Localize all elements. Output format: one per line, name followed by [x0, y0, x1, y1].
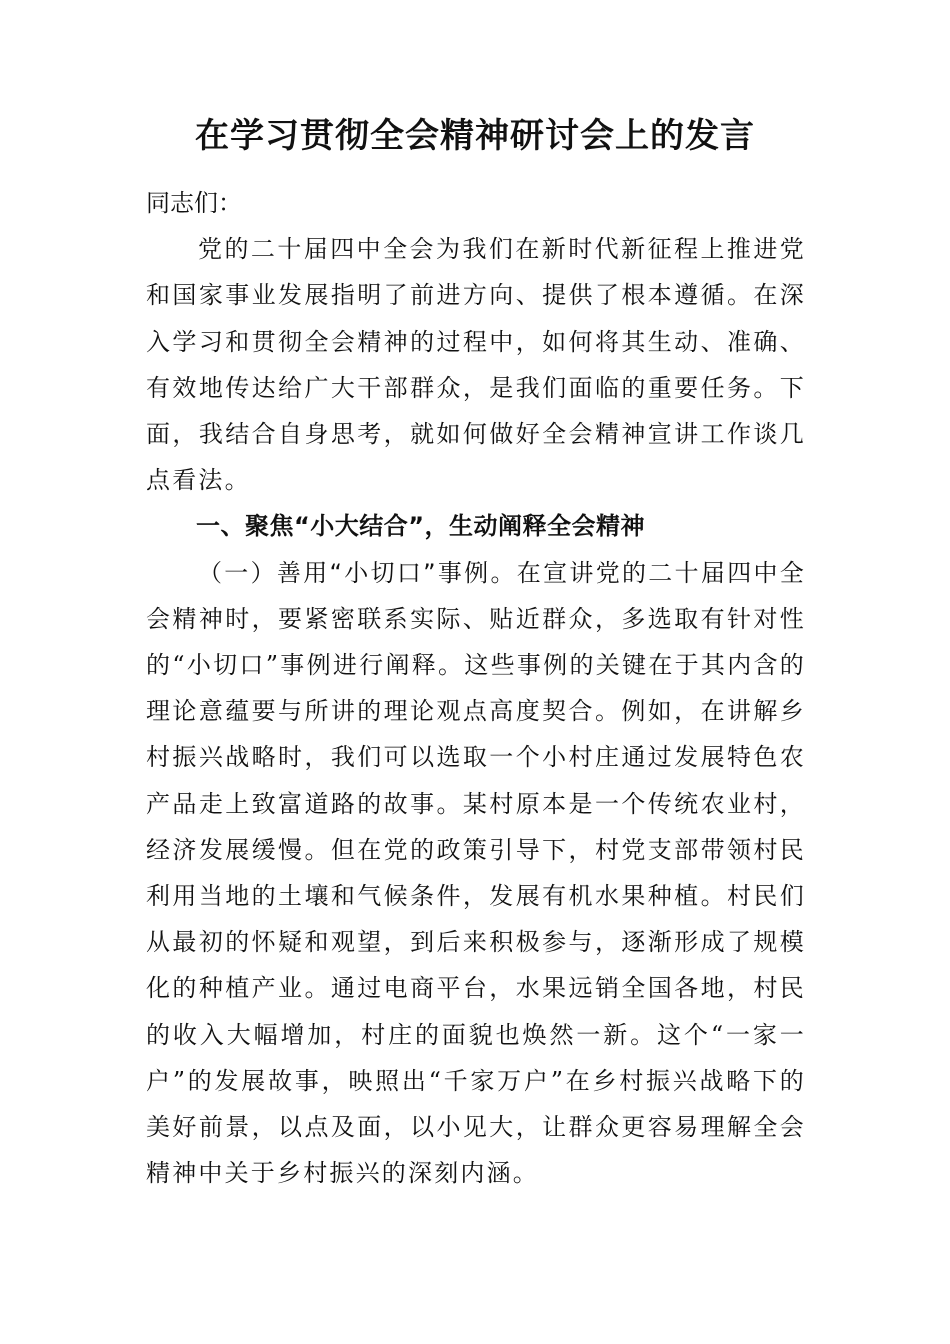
document-body: [146, 180, 806, 1196]
salutation: 同志们：: [146, 189, 242, 217]
document-title: 在学习贯彻全会精神研讨会上的发言: [195, 116, 755, 156]
intro-paragraph: 党的二十届四中全会为我们在新时代新征程上推进党和国家事业发展指明了前进方向、提供了根本遵循。在深入学习和贯彻全会精神的过程中，如何将其生动、准确、有效地传达给广大干部群众，是我们面临的重要任务。下面，我结合自身思考，就如何做好全会精神宣讲工作谈几点看法。: [146, 235, 806, 495]
subsection-body-1: 在宣讲党的二十届四中全会精神时，要紧密联系实际、贴近群众，多选取有针对性的“小切口”事例进行阐释。这些事例的关键在于其内含的理论意蕴要与所讲的理论观点高度契合。例如，在讲解乡村振兴战略时，我们可以选取一个小村庄通过发展特色农产品走上致富道路的故事。某村原本是一个传统农业村，经济发展缓慢。但在党的政策引导下，村党支部带领村民利用当地的土壤和气候条件，发展有机水果种植。村民们从最初的怀疑和观望，到后来积极参与，逐渐形成了规模化的种植产业。通过电商平台，水果远销全国各地，村民的收入大幅增加，村庄的面貌也焕然一新。这个“一家一户”的发展故事，映照出“千家万户”在乡村振兴战略下的美好前景，以点及面，以小见大，让群众更容易理解全会精神中关于乡村振兴的深刻内涵。: [146, 558, 807, 1188]
subsection-title-1: （一）善用“小切口”事例。: [198, 558, 517, 587]
subsection-paragraph-1: [146, 550, 806, 1197]
section-heading-1: 一、聚焦“小大结合”，生动阐释全会精神: [196, 512, 646, 541]
